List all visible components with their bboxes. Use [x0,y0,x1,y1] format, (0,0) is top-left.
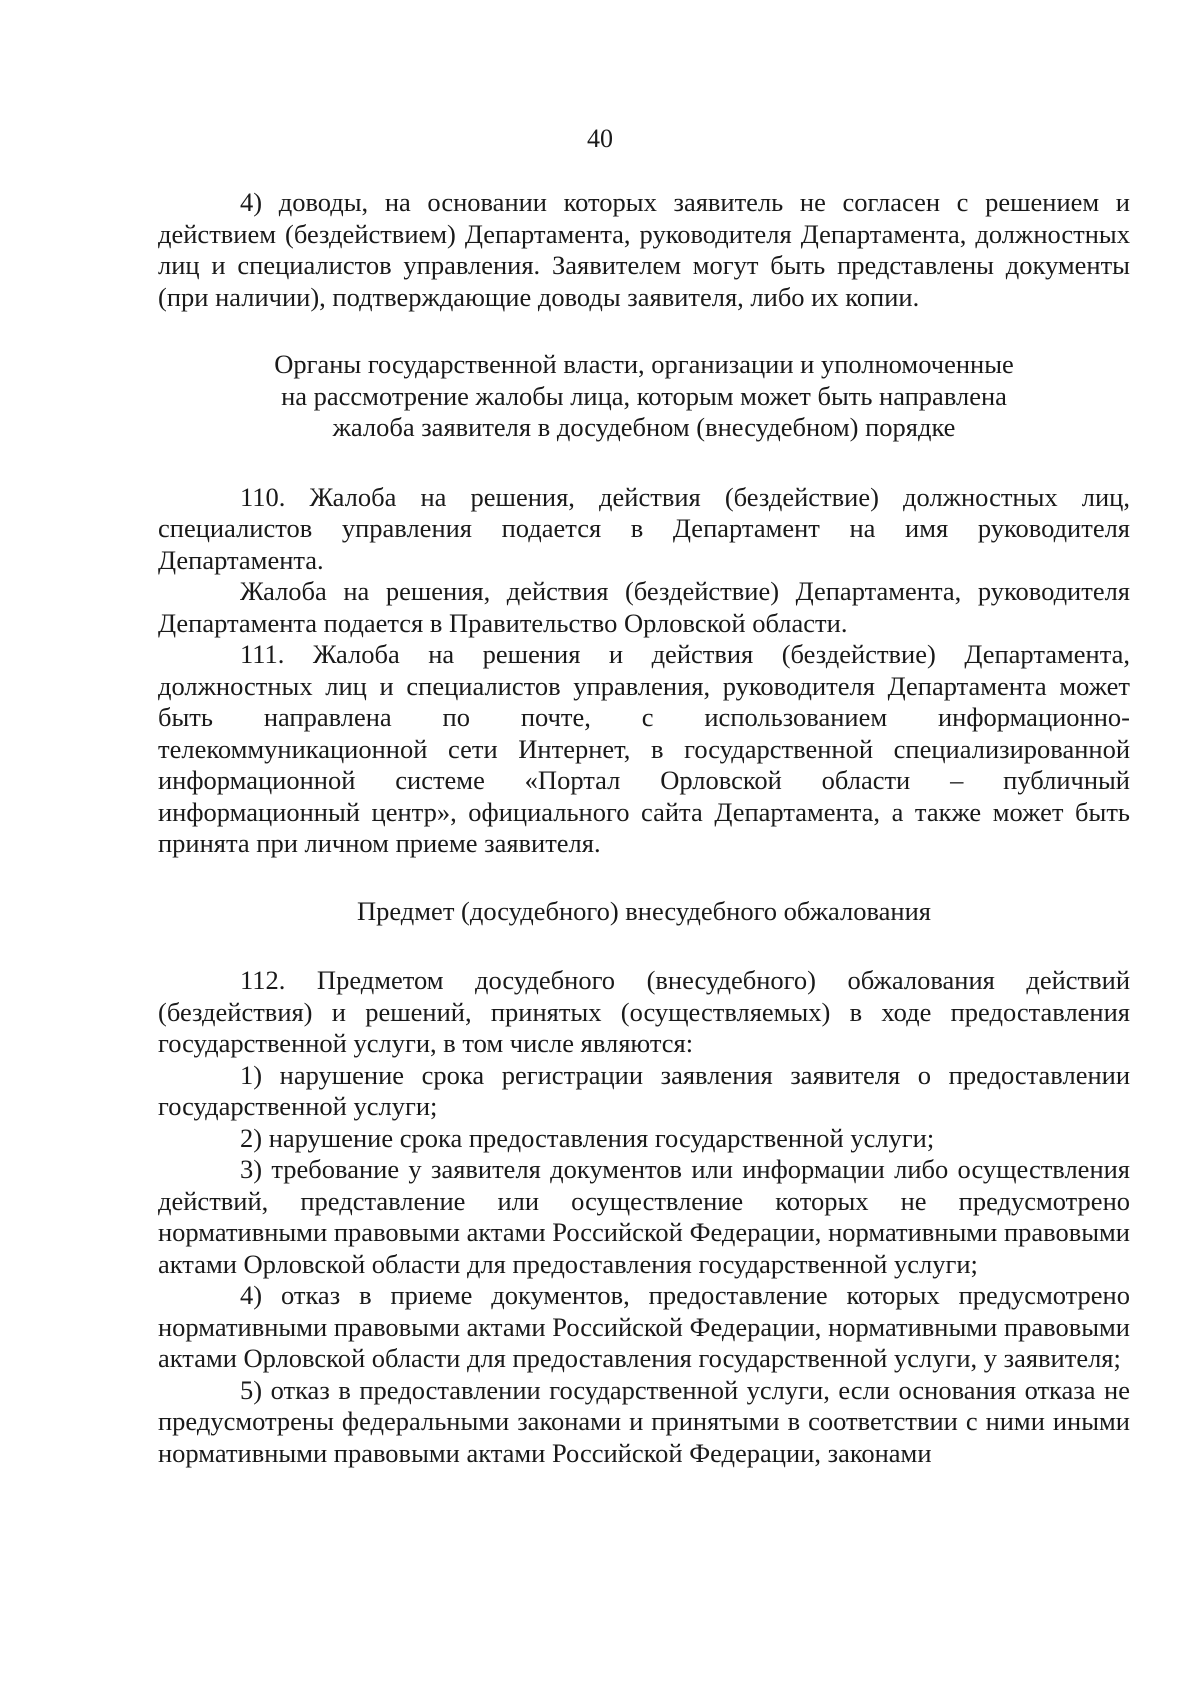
section-bottom [158,965,1130,1469]
paragraph-4-arguments: 4) доводы, на основании которых заявитель не согласен с решением и действием (бездействием) Департамента, руководителя Департамента, должностных лиц и специалистов управления. Заявителем могут быть представлены документы (при наличии), подтверждающие доводы заявителя, либо их копии. [158,187,1130,312]
list-item-5: 5) отказ в предоставлении государственной услуги, если основания отказа не предусмотрены федеральными законами и принятыми в соответствии с ними иными нормативными правовыми актами Российской Федерации, законами [158,1374,1130,1468]
section-middle [158,482,1130,860]
heading-authorities [158,349,1130,444]
heading-line: жалоба заявителя в досудебном (внесудебном) порядке [332,412,956,442]
heading-line: на рассмотрение жалобы лица, которым может быть направлена [281,380,1007,411]
paragraph-110: 110. Жалоба на решения, действия (бездействие) должностных лиц, специалистов управления подается в Департамент на имя руководителя Департамента. [158,481,1130,575]
list-item-3: 3) требование у заявителя документов или информации либо осуществления действий, представление или осуществление которых не предусмотрено нормативными правовыми актами Российской Федерации, нормативными правовыми актами Орловской области для предоставления государственной услуги; [158,1154,1130,1279]
page-number: 40 [587,124,613,153]
list-item-4: 4) отказ в приеме документов, предоставление которых предусмотрено нормативными правовыми актами Российской Федерации, нормативными правовыми актами Орловской области для предоставления государственной услуги, у заявителя; [158,1280,1130,1373]
heading-line: Предмет (досудебного) внесудебного обжалования [357,895,931,926]
paragraph-110-cont: Жалоба на решения, действия (бездействие) Департамента, руководителя Департамента подается в Правительство Орловской области. [158,576,1130,638]
heading-subject [158,896,1130,928]
paragraph-112: 112. Предметом досудебного (внесудебного) обжалования действий (бездействия) и решений, принятых (осуществляемых) в ходе предоставления государственной услуги, в том числе являются: [158,965,1130,1058]
document-body [158,187,1130,1469]
paragraph-111: 111. Жалоба на решения и действия (бездействие) Департамента, должностных лиц и специалистов управления, руководителя Департамента может быть направлена по почте, с использованием информационно-телекоммуникационной сети Интернет, в государственной специализированной информационной системе «Портал Орловской области – публичный информационный центр», официального сайта Департамента, а также может быть принята при личном приеме заявителя. [158,639,1130,858]
section-top [158,187,1130,313]
list-item-2: 2) нарушение срока предоставления государственной услуги; [240,1122,935,1153]
list-item-1: 1) нарушение срока регистрации заявления заявителя о предоставлении государственной услуги; [158,1059,1130,1121]
heading-line: Органы государственной власти, организации и уполномоченные [274,349,1014,379]
